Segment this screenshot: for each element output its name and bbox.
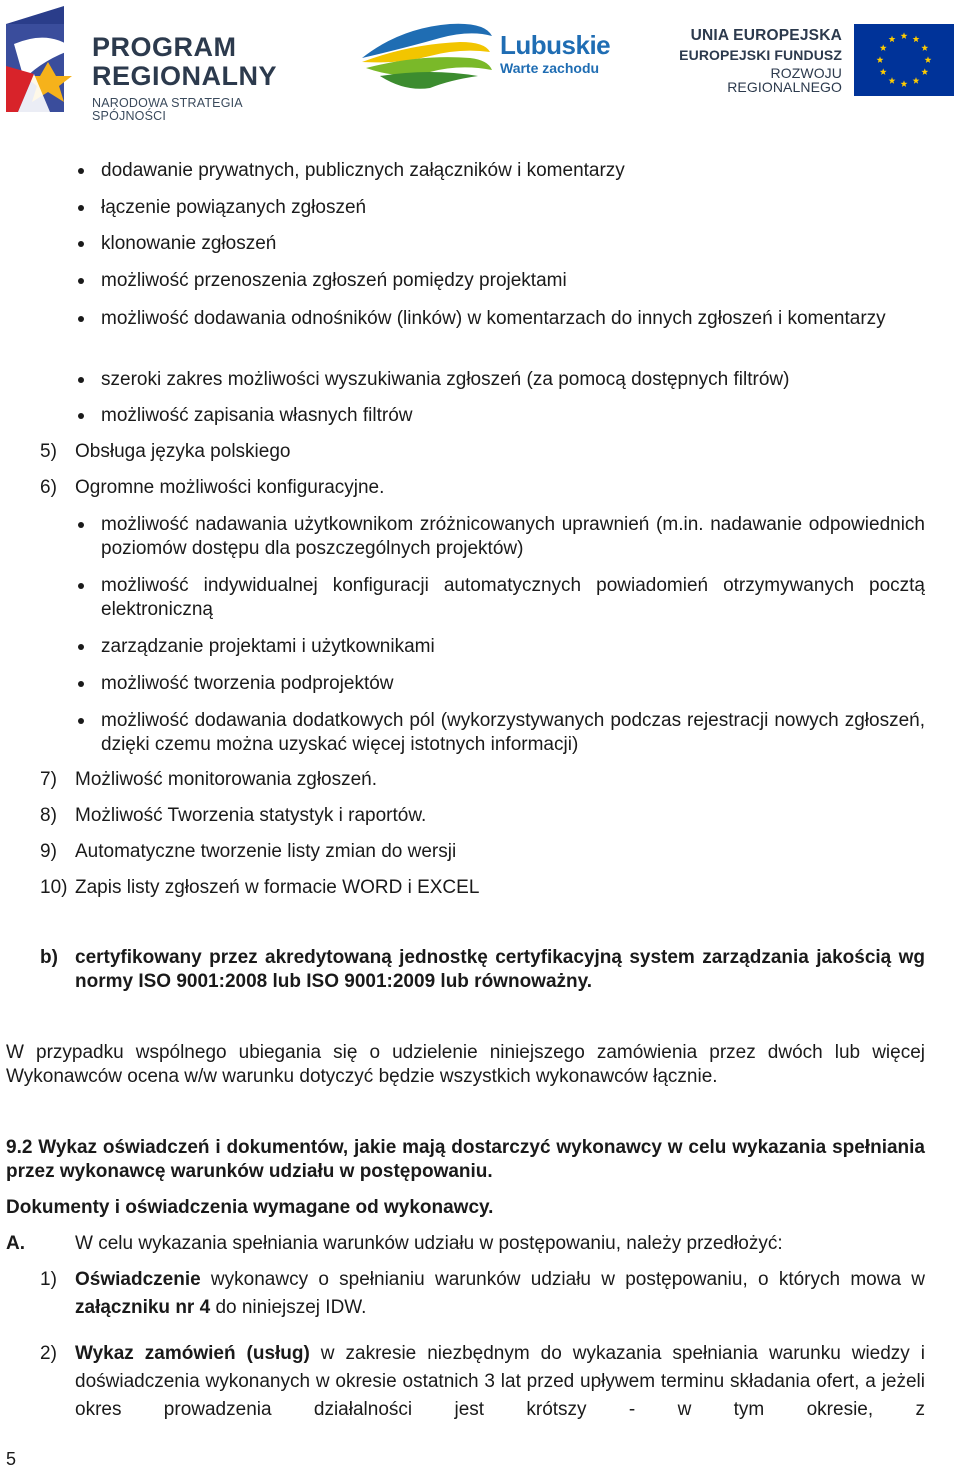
list-item: łączenie powiązanych zgłoszeń [101,197,367,218]
joint-bid-paragraph: W przypadku wspólnego ubiegania się o udzielenie niniejszego zamówienia przez dwóch lub więcej Wykonawców ocena w/w warunku dotyczyć będzie wszystkich wykonawców łącznie. [6,1042,925,1087]
bullet-icon [78,522,84,528]
list-number: 6) [40,477,57,498]
bullet-icon [78,205,84,211]
list-item: Obsługa języka polskiego [75,441,291,462]
list-item: W celu wykazania spełniania warunków udziału w postępowaniu, należy przedłożyć: [75,1233,783,1254]
program-regionalny-emblem-icon [4,4,86,114]
list-number: 9) [40,841,57,862]
list-item: szeroki zakres możliwości wyszukiwania zgłoszeń (za pomocą dostępnych filtrów) [101,369,790,390]
program-logo-line2: REGIONALNY [92,61,278,91]
list-item: Automatyczne tworzenie listy zmian do wersji [75,841,457,862]
section-heading: 9.2 Wykaz oświadczeń i dokumentów, jakie mają dostarczyć wykonawcy w celu wykazania spełniania przez wykonawcę warunków udziału w postępowaniu. [6,1137,925,1182]
eu-logo-line1: UNIA EUROPEJSKA [690,27,842,44]
list-item: możliwość przenoszenia zgłoszeń pomiędzy projektami [101,270,567,291]
list-item: Możliwość Tworzenia statystyk i raportów. [75,805,427,826]
list-item: możliwość dodawania dodatkowych pól (wykorzystywanych podczas rejestracji nowych zgłoszeń, dzięki czemu można uzyskać więcej istotnych informacji) [101,710,925,755]
lubuskie-slogan: Warte zachodu [500,60,600,76]
bullet-icon [78,168,84,174]
document-item-1 [75,1266,925,1322]
certification-requirement: certyfikowany przez akredytowaną jednostkę certyfikacyjną system zarządzania jakością wg normy ISO 9001:2008 lub ISO 9001:2009 lub równoważny. [75,947,925,992]
bullet-icon [78,377,84,383]
list-number: 10) [40,877,68,898]
list-number: 7) [40,769,57,790]
list-item: możliwość indywidualnej konfiguracji automatycznych powiadomień otrzymywanych pocztą elektroniczną [101,575,925,620]
list-item: klonowanie zgłoszeń [101,233,277,254]
lubuskie-logo [360,18,610,98]
bullet-icon [78,718,84,724]
item-text: do niniejszej IDW. [210,1297,367,1318]
bold-term: Wykaz zamówień (usług) [75,1343,310,1364]
bullet-icon [78,241,84,247]
list-number: 2) [40,1343,57,1364]
lubuskie-name: Lubuskie [500,30,611,60]
list-item: Ogromne możliwości konfiguracyjne. [75,477,385,498]
eu-logo-line3: ROZWOJU REGIONALNEGO [727,64,842,95]
eu-logo [666,24,958,100]
list-number: 5) [40,441,57,462]
eu-logo-line2: EUROPEJSKI FUNDUSZ [679,46,842,63]
list-item: możliwość dodawania odnośników (linków) w komentarzach do innych zgłoszeń i komentarzy [101,308,886,329]
list-number: 8) [40,805,57,826]
bold-term: Oświadczenie [75,1269,201,1290]
lubuskie-wave-icon [360,18,495,98]
list-item: Możliwość monitorowania zgłoszeń. [75,769,378,790]
bullet-icon [78,316,84,322]
bullet-icon [78,681,84,687]
list-item: Zapis listy zgłoszeń w formacie WORD i EXCEL [75,877,480,898]
sub-heading: Dokumenty i oświadczenia wymagane od wykonawcy. [6,1197,494,1218]
bullet-icon [78,413,84,419]
program-logo-line1: PROGRAM [92,32,237,62]
item-text: wykonawcy o spełnianiu warunków udziału w postępowaniu, o których mowa w [200,1269,925,1290]
bullet-icon [78,278,84,284]
page-header [0,0,960,123]
program-regionalny-logo [4,4,314,123]
list-number: 1) [40,1269,57,1290]
document-item-2 [75,1340,925,1424]
item-text: w zakresie niezbędnym do wykazania spełniania warunku wiedzy i doświadczenia wykonanych w okresie ostatnich 3 lat przed upływem terminu składania ofert, a jeżeli okres prowadzenia działalności jest krótszy - w tym okresie, z [75,1343,925,1420]
bold-term: załączniku nr 4 [75,1297,211,1318]
bullet-icon [78,583,84,589]
eu-flag-icon [854,24,954,96]
list-item: możliwość tworzenia podprojektów [101,673,394,694]
list-item: możliwość nadawania użytkownikom zróżnicowanych uprawnień (m.in. nadawanie odpowiednich poziomów dostępu dla poszczególnych projektów) [101,514,925,559]
list-letter: b) [40,947,58,968]
page-number: 5 [6,1449,17,1469]
list-letter: A. [6,1233,25,1254]
list-item: dodawanie prywatnych, publicznych załączników i komentarzy [101,160,625,181]
list-item: zarządzanie projektami i użytkownikami [101,636,435,657]
list-item: możliwość zapisania własnych filtrów [101,405,413,426]
program-logo-line3: NARODOWA STRATEGIA SPÓJNOŚCI [92,96,243,123]
bullet-icon [78,644,84,650]
